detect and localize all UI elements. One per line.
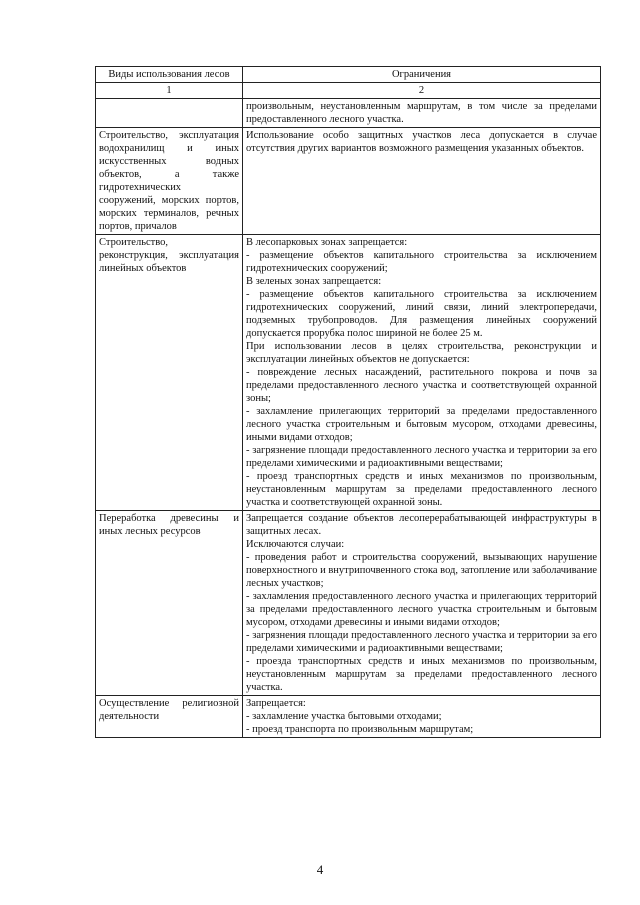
restriction-paragraph: - захламления предоставленного лесного участка и прилегающих территорий за пределами предоставленного лесного участка строительным и бытовым мусором, отходами древесины и иными видами отходов; <box>246 591 597 628</box>
column-header-restrictions: Ограничения <box>243 67 601 83</box>
restriction-paragraph: Запрещается: <box>246 698 306 709</box>
restriction-paragraph: произвольным, неустановленным маршрутам, в том числе за пределами предоставленного лесного участка. <box>246 101 597 125</box>
column-header-use-type: Виды использования лесов <box>96 67 243 83</box>
restriction-paragraph: - проезда транспортных средств и иных механизмов по произвольным, неустановленным маршрутам за пределами предоставленного лесного участка. <box>246 656 597 693</box>
table-row <box>96 696 601 738</box>
restrictions-cell <box>243 511 601 696</box>
table-row <box>96 128 601 235</box>
table-row <box>96 99 601 128</box>
use-type-cell: Осуществление религиозной деятельности <box>96 696 243 738</box>
forest-use-restrictions-table <box>95 66 601 738</box>
restriction-paragraph: - размещение объектов капитального строительства за исключением гидротехнических сооружений, линий связи, линий электропередачи, подземных трубопроводов. Для размещения линейных сооружений допускается прорубка полос шириной не более 25 м. <box>246 289 597 339</box>
restriction-paragraph: - проведения работ и строительства сооружений, вызывающих нарушение поверхностного и внутрипочвенного стока вод, затопление или заболачивание лесных участков; <box>246 552 598 589</box>
use-type-cell: Строительство, эксплуатация водохранилищ и иных искусственных водных объектов, а также гидротехнических сооружений, морских портов, морских терминалов, речных портов, причалов <box>96 128 243 235</box>
restriction-paragraph: - проезд транспортных средств и иных механизмов по произвольным, неустановленным маршрутам за пределами предоставленного лесного участка и соответствующей охранной зоны. <box>246 471 597 508</box>
restrictions-cell <box>243 128 601 235</box>
column-numbering-row <box>96 83 601 99</box>
table-row <box>96 235 601 511</box>
use-type-cell: Строительство, реконструкция, эксплуатация линейных объектов <box>96 235 243 511</box>
restriction-paragraph: Использование особо защитных участков леса допускается в случае отсутствия других вариантов возможного размещения указанных объектов. <box>246 130 597 154</box>
use-type-cell: Переработка древесины и иных лесных ресурсов <box>96 511 243 696</box>
column-number-1: 1 <box>96 83 243 99</box>
restriction-paragraph: В лесопарковых зонах запрещается: <box>246 237 408 248</box>
column-number-2: 2 <box>243 83 601 99</box>
restriction-paragraph: Запрещается создание объектов лесоперерабатывающей инфраструктуры в защитных лесах. <box>246 513 597 537</box>
restriction-paragraph: - повреждение лесных насаждений, растительного покрова и почв за пределами предоставленного лесного участка и соответствующей охранной зоны; <box>246 367 597 404</box>
restriction-paragraph: - размещение объектов капитального строительства за исключением гидротехнических сооружений; <box>246 250 597 274</box>
restriction-paragraph: В зеленых зонах запрещается: <box>246 276 382 287</box>
restrictions-cell <box>243 696 601 738</box>
restriction-paragraph: - загрязнения площади предоставленного лесного участка и территории за его пределами химическими и радиоактивными веществами; <box>246 630 597 654</box>
page-number: 4 <box>316 862 324 877</box>
restriction-paragraph: - проезд транспорта по произвольным маршрутам; <box>246 724 474 735</box>
table-row <box>96 511 601 696</box>
restriction-paragraph: - захламление прилегающих территорий за пределами предоставленного лесного участка строительным и бытовым мусором, отходами древесины, иными видами отходов; <box>246 406 597 443</box>
table-body <box>96 99 601 738</box>
restriction-paragraph: - захламление участка бытовыми отходами; <box>246 711 442 722</box>
restrictions-cell <box>243 99 601 128</box>
restriction-paragraph: Исключаются случаи: <box>246 539 345 550</box>
use-type-cell <box>96 99 243 128</box>
restriction-paragraph: - загрязнение площади предоставленного лесного участка и территории за его пределами химическими и радиоактивными веществами; <box>246 445 597 469</box>
table-header-row <box>96 67 601 83</box>
restrictions-cell <box>243 235 601 511</box>
restriction-paragraph: При использовании лесов в целях строительства, реконструкции и эксплуатации линейных объектов не допускается: <box>246 341 597 365</box>
